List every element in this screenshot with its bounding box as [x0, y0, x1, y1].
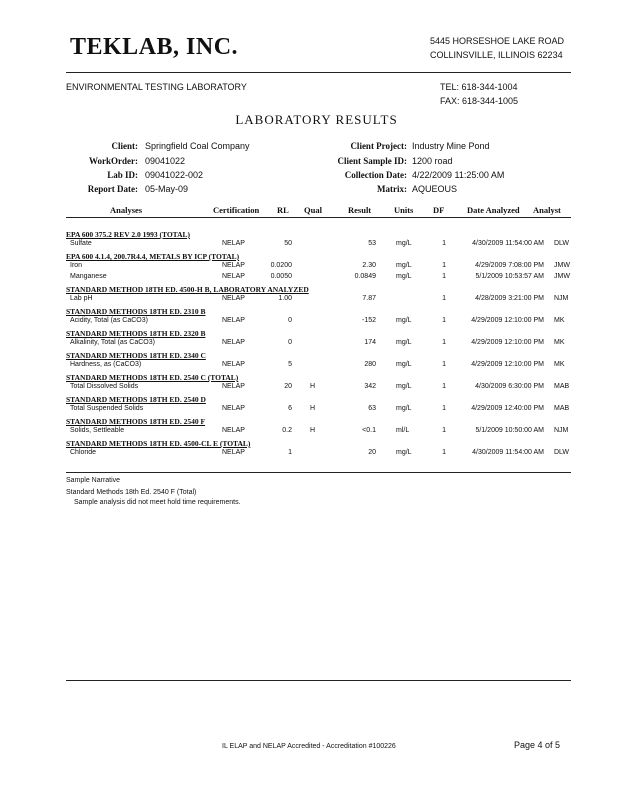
df-cell: 1: [442, 295, 446, 302]
project-label: Client Project:: [350, 141, 407, 151]
table-row: [0, 339, 633, 349]
rl-cell: 5: [288, 361, 292, 368]
method-section-title: EPA 600 4.1.4, 200.7R4.4, METALS BY ICP (TOTAL): [66, 252, 240, 261]
table-row: [0, 295, 633, 305]
analyst-cell: MK: [554, 339, 565, 346]
workorder-value: 09041022: [145, 156, 186, 166]
analyte-name: Chloride: [70, 449, 97, 456]
workorder-label: WorkOrder:: [89, 156, 138, 166]
units-cell: mg/L: [396, 273, 412, 280]
client-value: Springfield Coal Company: [145, 141, 250, 151]
analyst-cell: MK: [554, 317, 565, 324]
table-row: [0, 383, 633, 393]
analyte-name: Iron: [70, 262, 83, 269]
company-logo-text: TEKLAB, INC.: [70, 34, 239, 60]
date-analyzed-cell: 5/1/2009 10:50:00 AM: [475, 427, 544, 434]
analyte-name: Sulfate: [70, 240, 92, 247]
method-section-title: EPA 600 375.2 REV 2.0 1993 (TOTAL): [66, 230, 191, 239]
reportdate-label: Report Date:: [87, 184, 138, 194]
method-section-title: STANDARD METHOD 18TH ED. 4500-H B, LABORATORY ANALYZED: [66, 285, 309, 294]
date-analyzed-cell: 4/29/2009 12:10:00 PM: [471, 361, 544, 368]
col-certification: Certification: [213, 205, 260, 215]
accreditation: IL ELAP and NELAP Accredited - Accreditation #100226: [222, 743, 396, 750]
certification-cell: NELAP: [222, 383, 245, 390]
df-cell: 1: [442, 383, 446, 390]
certification-cell: NELAP: [222, 295, 245, 302]
units-cell: mg/L: [396, 449, 412, 456]
certification-cell: NELAP: [222, 405, 245, 412]
fax: FAX: 618-344-1005: [440, 96, 519, 106]
df-cell: 1: [442, 262, 446, 269]
rl-cell: 0: [288, 317, 292, 324]
analyst-cell: NJM: [554, 427, 569, 434]
analyte-name: Alkalinity, Total (as CaCO3): [70, 339, 155, 346]
df-cell: 1: [442, 317, 446, 324]
method-section-title: STANDARD METHODS 18TH ED. 2310 B: [66, 307, 206, 316]
sampleid-label: Client Sample ID:: [337, 156, 407, 166]
rl-cell: 0.0200: [270, 262, 292, 269]
analyst-cell: MAB: [554, 405, 570, 412]
lab-type: ENVIRONMENTAL TESTING LABORATORY: [66, 82, 247, 92]
matrix-label: Matrix:: [377, 184, 407, 194]
rl-cell: 1: [288, 449, 292, 456]
client-label: Client:: [111, 141, 138, 151]
address-line-2: COLLINSVILLE, ILLINOIS 62234: [430, 50, 563, 60]
project-value: Industry Mine Pond: [412, 141, 490, 151]
certification-cell: NELAP: [222, 240, 245, 247]
df-cell: 1: [442, 449, 446, 456]
units-cell: mg/L: [396, 317, 412, 324]
tel: TEL: 618-344-1004: [440, 82, 518, 92]
col-rl: RL: [277, 205, 289, 215]
sampleid-value: 1200 road: [412, 156, 453, 166]
analyte-name: Lab pH: [70, 295, 93, 302]
result-cell: 20: [368, 449, 376, 456]
date-analyzed-cell: 4/30/2009 6:30:00 PM: [475, 383, 544, 390]
analyte-name: Total Suspended Solids: [70, 405, 144, 412]
matrix-value: AQUEOUS: [412, 184, 458, 194]
narrative-method: Standard Methods 18th Ed. 2540 F (Total): [66, 489, 197, 496]
result-cell: 53: [368, 240, 376, 247]
method-section-title: STANDARD METHODS 18TH ED. 2540 D: [66, 395, 206, 404]
method-section-title: STANDARD METHODS 18TH ED. 2540 C (TOTAL): [66, 373, 239, 382]
sample-narrative-label: Sample Narrative: [66, 477, 121, 484]
result-cell: 342: [364, 383, 376, 390]
table-row: [0, 427, 633, 437]
date-analyzed-cell: 4/30/2009 11:54:00 AM: [472, 240, 544, 247]
rl-cell: 50: [284, 240, 292, 247]
col-analyst: Analyst: [533, 205, 561, 215]
address-line-1: 5445 HORSESHOE LAKE ROAD: [430, 36, 565, 46]
labid-label: Lab ID:: [107, 170, 138, 180]
table-row: [0, 240, 633, 250]
units-cell: ml/L: [396, 427, 410, 434]
col-df: DF: [433, 205, 445, 215]
analyst-cell: MAB: [554, 383, 570, 390]
header-divider: [66, 72, 571, 73]
qual-cell: H: [310, 427, 316, 434]
rl-cell: 1.00: [278, 295, 292, 302]
analyst-cell: JMW: [554, 273, 570, 280]
analyte-name: Solids, Settleable: [70, 427, 125, 434]
certification-cell: NELAP: [222, 317, 245, 324]
method-section-title: STANDARD METHODS 18TH ED. 2540 F: [66, 417, 206, 426]
table-bottom-divider: [66, 472, 571, 473]
result-cell: 63: [368, 405, 376, 412]
rl-cell: 0: [288, 339, 292, 346]
analyst-cell: MK: [554, 361, 565, 368]
certification-cell: NELAP: [222, 262, 245, 269]
table-row: [0, 273, 633, 283]
units-cell: mg/L: [396, 405, 412, 412]
qual-cell: H: [310, 383, 316, 390]
footer-divider: [66, 680, 571, 681]
table-header-divider: [66, 217, 571, 218]
certification-cell: NELAP: [222, 449, 245, 456]
units-cell: mg/L: [396, 240, 412, 247]
col-date-analyzed: Date Analyzed: [467, 205, 520, 215]
df-cell: 1: [442, 240, 446, 247]
result-cell: 0.0849: [354, 273, 376, 280]
units-cell: mg/L: [396, 361, 412, 368]
rl-cell: 0.0050: [270, 273, 292, 280]
col-units: Units: [394, 205, 414, 215]
collection-label: Collection Date:: [344, 170, 407, 180]
certification-cell: NELAP: [222, 427, 245, 434]
date-analyzed-cell: 4/29/2009 12:40:00 PM: [471, 405, 544, 412]
date-analyzed-cell: 4/29/2009 12:10:00 PM: [471, 339, 544, 346]
result-cell: -152: [361, 317, 376, 324]
method-section-title: STANDARD METHODS 18TH ED. 2320 B: [66, 329, 206, 338]
result-cell: 280: [364, 361, 376, 368]
rl-cell: 0.2: [282, 427, 292, 434]
labid-value: 09041022-002: [145, 170, 204, 180]
reportdate-value: 05-May-09: [145, 184, 189, 194]
col-result: Result: [348, 205, 372, 215]
collection-value: 4/22/2009 11:25:00 AM: [412, 170, 505, 180]
analyst-cell: NJM: [554, 295, 569, 302]
col-analyses: Analyses: [110, 205, 143, 215]
analyst-cell: JMW: [554, 262, 570, 269]
analyst-cell: DLW: [554, 449, 570, 456]
result-cell: <0.1: [362, 427, 376, 434]
method-section-title: STANDARD METHODS 18TH ED. 2340 C: [66, 351, 206, 360]
page-number: Page 4 of 5: [514, 740, 561, 750]
df-cell: 1: [442, 273, 446, 280]
table-row: [0, 405, 633, 415]
certification-cell: NELAP: [222, 339, 245, 346]
df-cell: 1: [442, 361, 446, 368]
analyst-cell: DLW: [554, 240, 570, 247]
table-row: [0, 361, 633, 371]
df-cell: 1: [442, 339, 446, 346]
date-analyzed-cell: 4/30/2009 11:54:00 AM: [472, 449, 544, 456]
certification-cell: NELAP: [222, 273, 245, 280]
method-section-title: STANDARD METHODS 18TH ED. 4500-CL E (TOTAL): [66, 439, 251, 448]
hold-time-note: Sample analysis did not meet hold time requirements.: [74, 499, 241, 506]
result-cell: 2.30: [362, 262, 376, 269]
df-cell: 1: [442, 427, 446, 434]
rl-cell: 20: [284, 383, 292, 390]
result-cell: 174: [364, 339, 376, 346]
result-cell: 7.87: [362, 295, 376, 302]
analyte-name: Manganese: [70, 273, 107, 280]
units-cell: mg/L: [396, 383, 412, 390]
analyte-name: Acidity, Total (as CaCO3): [70, 317, 148, 324]
rl-cell: 6: [288, 405, 292, 412]
units-cell: mg/L: [396, 339, 412, 346]
certification-cell: NELAP: [222, 361, 245, 368]
table-row: [0, 317, 633, 327]
date-analyzed-cell: 5/1/2009 10:53:57 AM: [475, 273, 544, 280]
qual-cell: H: [310, 405, 316, 412]
page-title: LABORATORY RESULTS: [235, 112, 398, 127]
table-row: [0, 449, 633, 459]
analyte-name: Total Dissolved Solids: [70, 383, 139, 390]
date-analyzed-cell: 4/29/2009 12:10:00 PM: [471, 317, 544, 324]
df-cell: 1: [442, 405, 446, 412]
date-analyzed-cell: 4/29/2009 7:08:00 PM: [475, 262, 544, 269]
table-row: [0, 262, 633, 272]
units-cell: mg/L: [396, 262, 412, 269]
col-qual: Qual: [304, 205, 322, 215]
date-analyzed-cell: 4/28/2009 3:21:00 PM: [475, 295, 544, 302]
analyte-name: Hardness, as (CaCO3): [70, 361, 142, 368]
